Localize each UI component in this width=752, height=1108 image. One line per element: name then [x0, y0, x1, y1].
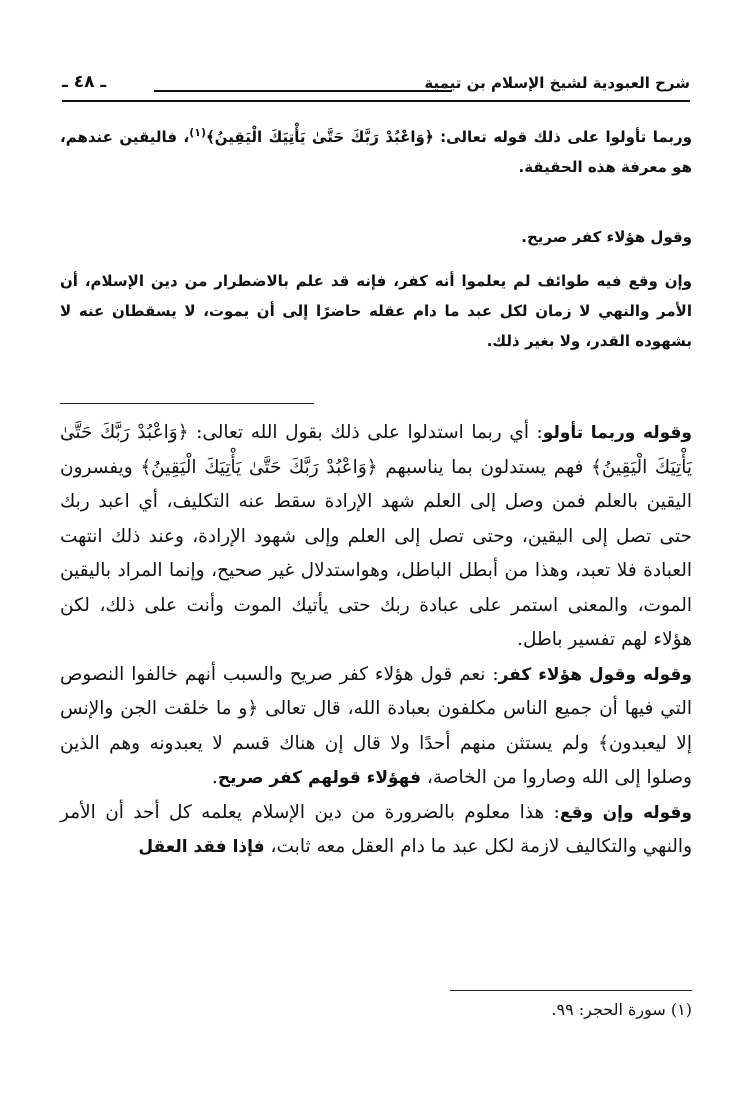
- commentary-paragraph-3: [60, 796, 692, 865]
- commentary: [60, 416, 692, 865]
- commentary-text-3: : هذا معلوم بالضرورة من دين الإسلام يعلمه كل أحد أن الأمر والنهي والتكاليف لازمة لكل عبد ما دام العقل معه ثابت،: [60, 801, 692, 857]
- commentary-lead-2: وقوله وقول هؤلاء كفر: [498, 664, 693, 685]
- matn-p1-after: ، فاليقين عندهم، هو معرفة هذه الحقيقة.: [60, 128, 692, 176]
- footnote-marker: (١): [189, 126, 206, 139]
- commentary-lead-3: وقوله وإن وقع: [559, 802, 693, 823]
- quran-quote: ﴿وَاعْبُدْ رَبَّكَ حَتَّىٰ يَأْتِيَكَ الْيَقِينُ﴾: [205, 128, 434, 146]
- footnote-rule: [450, 990, 692, 991]
- page-number: ـ ٤٨ ـ: [62, 72, 107, 92]
- commentary-lead-1: وقوله وربما تأولو: [542, 423, 692, 443]
- header-title: شرح العبودية لشيخ الإسلام بن تيمية: [424, 74, 690, 92]
- commentary-paragraph-1: [60, 416, 692, 658]
- commentary-paragraph-2: [60, 658, 692, 796]
- running-header: [62, 74, 690, 100]
- commentary-text-1: : أي ربما استدلوا على ذلك بقول الله تعالى: ﴿وَاعْبُدْ رَبَّكَ حَتَّىٰ يَأْتِيَكَ الْيَقِينُ﴾ فهم يستدلون بما يناسبهم ﴿وَاعْبُدْ رَبَّكَ حَتَّىٰ يَأْتِيَكَ الْيَقِينُ﴾ ويفسرون اليقين بالعلم فمن وصل إلى العلم شهد الإرادة سقط عنه التكليف، أي اعبد ربك حتى تصل إلى اليقين، وحتى تصل إلى العلم وإلى شهود الإرادة، وعند ذلك انتهت العبادة فلا تعبد، وهذا من أبطل الباطل، وهواستدلال غير صحيح، وإنما المراد باليقين الموت، والمعنى استمر على عبادة ربك حتى يأتيك الموت وأنت على ذلك، لكن هؤلاء لهم تفسير باطل.: [60, 422, 692, 650]
- commentary-end-2: .: [211, 767, 218, 788]
- header-underline: [62, 100, 690, 102]
- commentary-bold-2: فهؤلاء قولهم كفر صريح: [217, 768, 421, 788]
- header-rule: [154, 90, 452, 92]
- matn-paragraph-3: وإن وقع فيه طوائف لم يعلموا أنه كفر، فإنه قد علم بالاضطرار من دين الإسلام، أن الأمر والنهي لا زمان لكل عبد ما دام عقله حاضرًا إلى أن يموت، لا يسقطان عنه لا بشهوده القدر، ولا بغير ذلك.: [60, 272, 692, 350]
- commentary-text-2: : نعم قول هؤلاء كفر صريح والسبب أنهم خالفوا النصوص التي فيها أن جميع الناس مكلفون بعبادة الله، قال تعالى ﴿و ما خلقت الجن والإنس إلا ليعبدون﴾ ولم يستثن منهم أحدًا ولا قال إن هناك قسم لا يعبدونه وهم الذين وصلوا إلى الله وصاروا من الخاصة،: [60, 663, 692, 788]
- commentary-bold-3: فإذا فقد العقل: [138, 837, 265, 857]
- section-separator: [60, 403, 314, 404]
- footnote: (١) سورة الحجر: ٩٩.: [551, 1000, 692, 1019]
- matn-paragraph-2: وقول هؤلاء كفر صريح.: [521, 228, 692, 246]
- matn-paragraph-1: [60, 118, 692, 182]
- matn-p1-before: وربما تأولوا على ذلك قوله تعالى:: [433, 128, 692, 146]
